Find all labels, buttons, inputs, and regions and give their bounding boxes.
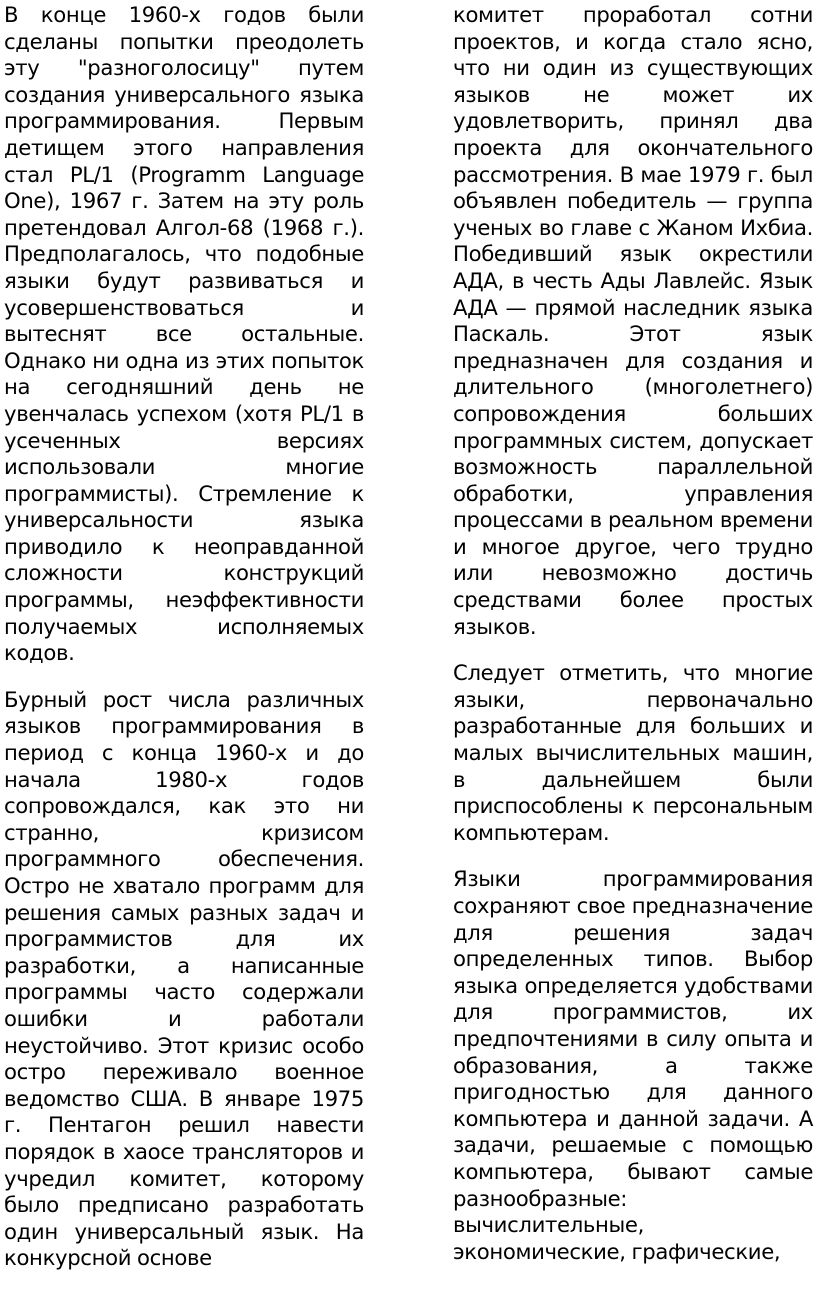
left-column (4, 2, 364, 1292)
right-column (453, 2, 813, 1285)
paragraph-software-crisis: Бурный рост числа различных языков программирования в период с конца 1960-х и до начала 1980-х годов сопровождался, как это ни странно, кризисом программного обеспечения. Остро не хватало программ для решения самых разных задач и программистов для их разработки, а написанные программы часто содержали ошибки и работали неустойчиво. Этот кризис особо остро переживало военное ведомство США. В январе 1975 г. Пентагон решил навести порядок в хаосе трансляторов и учредил комитет, которому было предписано разработать один универсальный язык. На конкурсной основе (4, 686, 364, 1271)
paragraph-personal-computers: Следует отметить, что многие языки, первоначально разработанные для больших и малых вычислительных машин, в дальнейшем были приспособлены к персональным компьютерам. (453, 660, 813, 845)
paragraph-ada-language: комитет проработал сотни проектов, и когда стало ясно, что ни один из существующих языков не может их удовлетворить, принял два проекта для окончательного рассмотрения. В мае 1979 г. был объявлен победитель — группа ученых во главе с Жаном Ихбиа. Победивший язык окрестили АДА, в честь Ады Лавлейс. Язык АДА — прямой наследник языка Паскаль. Этот язык предназначен для создания и длительного (многолетнего) сопровождения больших программных систем, допускает возможность параллельной обработки, управления процессами в реальном времени и многое другое, чего трудно или невозможно достичь средствами более простых языков. (453, 2, 813, 639)
paragraph-universal-languages: В конце 1960-х годов были сделаны попытки преодолеть эту "разноголосицу" путем создания универсального языка программирования. Первым детищем этого направления стал PL/1 (Programm Language One), 1967 г. Затем на эту роль претендовал Алгол-68 (1968 г.). Предполагалось, что подобные языки будут развиваться и усовершенствоваться и вытеснят все остальные. Однако ни одна из этих попыток на сегодняшний день не увенчалась успехом (хотя PL/1 в усеченных версиях использовали многие программисты). Стремление к универсальности языка приводило к неоправданной сложности конструкций программы, неэффективности получаемых исполняемых кодов. (4, 2, 364, 666)
paragraph-language-purpose: Языки программирования сохраняют свое предназначение для решения задач определенных типов. Выбор языка определяется удобствами для программистов, их предпочтениями в силу опыта и образования, а также пригодностью для данного компьютера и данной задачи. А задачи, решаемые с помощью компьютера, бывают самые разнообразные: вычислительные, экономические, графические, (453, 866, 813, 1264)
